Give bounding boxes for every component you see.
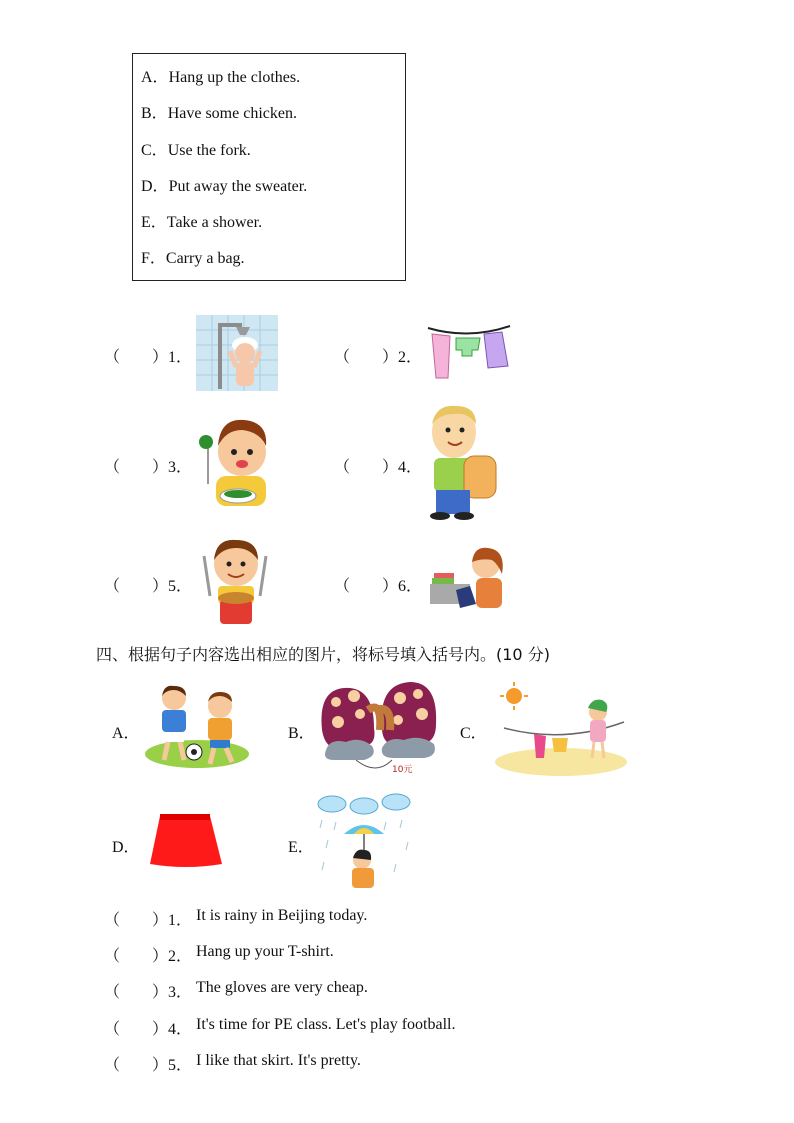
sentence-number-4: 4． xyxy=(168,1021,193,1038)
item-number-6: 6． xyxy=(398,578,423,595)
football-picture xyxy=(144,682,250,772)
option-c: C．Use the fork. xyxy=(141,142,251,159)
picture-letter-a: A． xyxy=(112,725,140,742)
option-a: A．Hang up the clothes. xyxy=(141,69,301,86)
picture-letter-b: B． xyxy=(288,725,315,742)
sentence-5: I like that skirt. It's pretty. xyxy=(196,1052,361,1069)
skirt-picture xyxy=(148,812,224,868)
item-number-5: 5． xyxy=(168,578,193,595)
answer-blank-2[interactable]: （ ） xyxy=(334,349,399,366)
sentence-number-3: 3． xyxy=(168,984,193,1001)
option-f: F．Carry a bag. xyxy=(141,250,245,267)
boy-eating-picture xyxy=(194,414,274,510)
clothesline-picture xyxy=(426,322,512,382)
answer-blank-6[interactable]: （ ） xyxy=(334,578,399,595)
answer-blank-5[interactable]: （ ） xyxy=(104,578,169,595)
sentence-number-1: 1． xyxy=(168,912,193,929)
picture-letter-c: C． xyxy=(460,725,487,742)
item-number-2: 2． xyxy=(398,349,423,366)
sentence-blank-5[interactable]: （ ） xyxy=(104,1057,169,1074)
picture-letter-d: D． xyxy=(112,839,140,856)
sentence-4: It's time for PE class. Let's play football. xyxy=(196,1016,456,1033)
gloves-picture xyxy=(316,680,442,776)
options-box xyxy=(132,53,406,281)
picture-letter-e: E． xyxy=(288,839,314,856)
sentence-1: It is rainy in Beijing today. xyxy=(196,907,368,924)
boy-bag-picture xyxy=(424,402,500,524)
girl-folding-picture xyxy=(426,544,508,612)
boy-chicken-picture xyxy=(196,534,274,626)
answer-blank-1[interactable]: （ ） xyxy=(104,349,169,366)
sentence-number-5: 5． xyxy=(168,1057,193,1074)
answer-blank-3[interactable]: （ ） xyxy=(104,459,169,476)
rainy-picture xyxy=(316,792,414,892)
item-number-4: 4． xyxy=(398,459,423,476)
option-e: E．Take a shower. xyxy=(141,214,263,231)
sentence-blank-4[interactable]: （ ） xyxy=(104,1021,169,1038)
item-number-3: 3． xyxy=(168,459,193,476)
item-number-1: 1． xyxy=(168,349,193,366)
sentence-number-2: 2． xyxy=(168,948,193,965)
answer-blank-4[interactable]: （ ） xyxy=(334,459,399,476)
sentence-3: The gloves are very cheap. xyxy=(196,979,368,996)
sentence-2: Hang up your T-shirt. xyxy=(196,943,334,960)
option-b: B．Have some chicken. xyxy=(141,105,297,122)
option-d: D．Put away the sweater. xyxy=(141,178,308,195)
sentence-blank-3[interactable]: （ ） xyxy=(104,984,169,1001)
price-label: 10元 xyxy=(392,765,413,775)
sunny-laundry-picture xyxy=(494,682,628,778)
shower-picture xyxy=(196,315,278,391)
sentence-blank-1[interactable]: （ ） xyxy=(104,912,169,929)
section-4-title: 四、根据句子内容选出相应的图片，将标号填入括号内。(10 分) xyxy=(96,645,550,664)
sentence-blank-2[interactable]: （ ） xyxy=(104,948,169,965)
